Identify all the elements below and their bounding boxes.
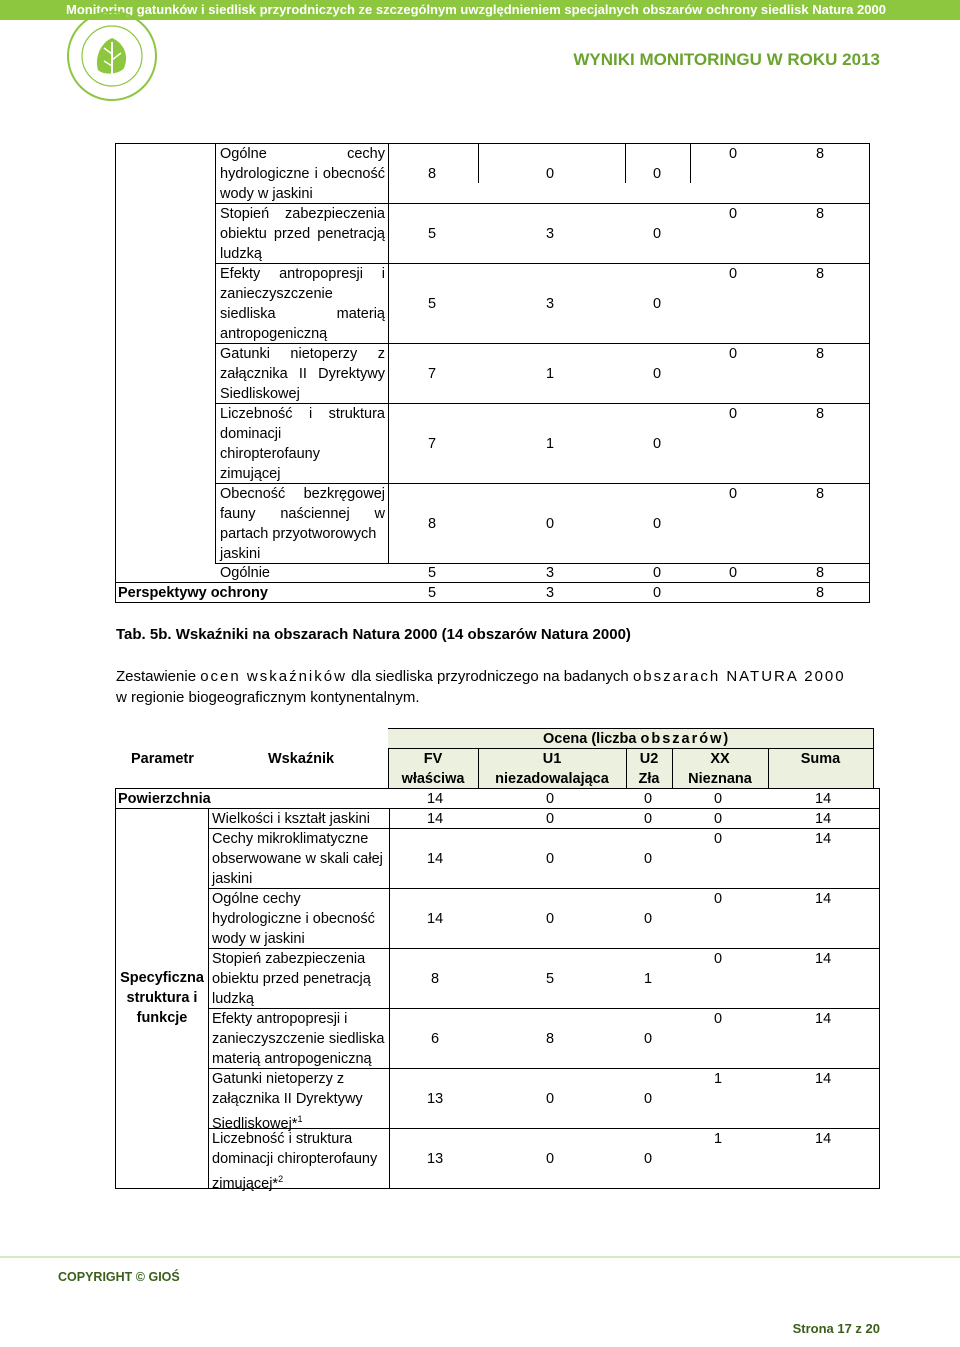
table-row-label: Ogólne cechy hydrologiczne i obecność wody w jaskini [212, 891, 375, 947]
table-row-label: Stopień zabezpieczenia obiektu przed penetracją ludzką [220, 206, 385, 262]
table-caption: Tab. 5b. Wskaźniki na obszarach Natura 2000 (14 obszarów Natura 2000) [116, 626, 631, 643]
header-xx: XX Nieznana [688, 751, 752, 787]
header-parametr: Parametr [131, 751, 194, 767]
cell-u1: 0 [546, 791, 555, 807]
cell-suma: 14 [815, 891, 832, 907]
footer-copyright: COPYRIGHT © GIOŚ [58, 1270, 180, 1284]
table-row-label: Liczebność i struktura dominacji chiropterofauny zimującej [220, 406, 385, 482]
cell-u2: 0 [644, 1031, 653, 1047]
cell-fv: 14 [427, 911, 444, 927]
cell-xx: 0 [714, 811, 723, 827]
header-u2: U2 Zła [638, 751, 660, 787]
footer-page-number: Strona 17 z 20 [792, 1321, 880, 1336]
cell-suma: 8 [816, 486, 825, 502]
cell-u1: 0 [546, 911, 555, 927]
cell-u1: 3 [546, 565, 555, 581]
cell-fv: 5 [428, 296, 437, 312]
cell-fv: 5 [428, 565, 437, 581]
cell-u1: 3 [546, 296, 555, 312]
cell-u1: 0 [546, 851, 555, 867]
cell-u1: 1 [546, 366, 555, 382]
cell-u1: 1 [546, 436, 555, 452]
cell-xx: 0 [714, 1011, 723, 1027]
cell-fv: 13 [427, 1151, 444, 1167]
cell-suma: 14 [815, 811, 832, 827]
cell-fv: 14 [427, 851, 444, 867]
cell-suma: 14 [815, 831, 832, 847]
cell-xx: 0 [729, 266, 738, 282]
report-subtitle: WYNIKI MONITORINGU W ROKU 2013 [573, 50, 880, 69]
cell-u2: 0 [653, 565, 662, 581]
cell-u2: 0 [653, 226, 662, 242]
cell-fv: 8 [428, 166, 437, 182]
cell-u1: 3 [546, 585, 555, 601]
cell-u2: 0 [653, 366, 662, 382]
cell-suma: 8 [816, 346, 825, 362]
cell-xx: 0 [714, 831, 723, 847]
cell-xx: 0 [729, 565, 738, 581]
cell-u2: 1 [644, 971, 653, 987]
cell-u1: 0 [546, 1151, 555, 1167]
table-row-label: Wielkości i kształt jaskini [212, 811, 370, 827]
perspektywy-label: Perspektywy ochrony [118, 585, 268, 601]
cell-fv: 7 [428, 436, 437, 452]
cell-fv: 8 [428, 516, 437, 532]
cell-xx: 0 [729, 146, 738, 162]
cell-u2: 0 [644, 791, 653, 807]
table-row-label: Ogólne cechy hydrologiczne i obecność wody w jaskini [220, 146, 385, 202]
cell-xx: 0 [714, 891, 723, 907]
cell-suma: 14 [815, 1071, 832, 1087]
table-row-label: Obecność bezkręgowej fauny naściennej w partach przyotworowych jaskini [220, 486, 385, 562]
header-fv: FV właściwa [401, 751, 465, 787]
cell-u1: 5 [546, 971, 555, 987]
cell-xx: 0 [714, 951, 723, 967]
table-row-label: Stopień zabezpieczenia obiektu przed penetracją ludzką [212, 951, 371, 1007]
cell-suma: 8 [816, 266, 825, 282]
table-row-label: Gatunki nietoperzy z załącznika II Dyrektywy Siedliskowej [220, 346, 385, 402]
cell-u2: 0 [653, 166, 662, 182]
cell-suma: 8 [816, 585, 825, 601]
cell-u2: 0 [653, 585, 662, 601]
cell-xx: 1 [714, 1131, 723, 1147]
cell-fv: 8 [431, 971, 440, 987]
cell-xx: 0 [729, 486, 738, 502]
header-u1: U1 niezadowalająca [495, 751, 609, 787]
cell-suma: 8 [816, 146, 825, 162]
cell-fv: 14 [427, 811, 444, 827]
cell-suma: 14 [815, 791, 832, 807]
cell-fv: 13 [427, 1091, 444, 1107]
table-row-label: Liczebność i struktura dominacji chiropterofauny zimującej*$^2$ [212, 1131, 378, 1192]
cell-u2: 0 [653, 516, 662, 532]
cell-suma: 14 [815, 1131, 832, 1147]
cell-u1: 0 [546, 516, 555, 532]
ogolnie-label: Ogólnie [220, 565, 270, 581]
cell-u2: 0 [653, 296, 662, 312]
cell-suma: 8 [816, 406, 825, 422]
group-label: Specyficzna struktura i funkcje [120, 970, 204, 1026]
cell-u2: 0 [644, 811, 653, 827]
cell-fv: 7 [428, 366, 437, 382]
cell-xx: 0 [729, 346, 738, 362]
cell-suma: 8 [816, 565, 825, 581]
table-row-label: Efekty antropopresji i zanieczyszczenie siedliska materią antropogeniczną [212, 1011, 385, 1067]
footer-divider [0, 1256, 960, 1258]
table-row-label: Cechy mikroklimatyczne obserwowane w skali całej jaskini [212, 831, 383, 887]
table-row-label: Gatunki nietoperzy z załącznika II Dyrektywy Siedliskowej*$^1$ [212, 1071, 363, 1132]
cell-suma: 14 [815, 951, 832, 967]
header-suma: Suma [800, 751, 841, 767]
cell-fv: 14 [427, 791, 444, 807]
cell-fv: 5 [428, 585, 437, 601]
cell-u1: 8 [546, 1031, 555, 1047]
cell-suma: 8 [816, 206, 825, 222]
cell-u1: 0 [546, 1091, 555, 1107]
gios-logo [64, 8, 160, 104]
cell-u2: 0 [644, 911, 653, 927]
cell-u1: 0 [546, 166, 555, 182]
cell-fv: 5 [428, 226, 437, 242]
cell-xx: 0 [729, 206, 738, 222]
cell-u2: 0 [653, 436, 662, 452]
cell-u2: 0 [644, 1151, 653, 1167]
header-wskaznik: Wskaźnik [268, 751, 335, 767]
powierzchnia-label: Powierzchnia [118, 791, 211, 807]
intro-paragraph: Zestawienie ocen wskaźników dla siedliska przyrodniczego na badanych obszarach NATURA 2000 w regionie biogeograficznym kontynentalnym. [116, 668, 846, 706]
cell-u1: 0 [546, 811, 555, 827]
cell-u1: 3 [546, 226, 555, 242]
cell-u2: 0 [644, 851, 653, 867]
cell-suma: 14 [815, 1011, 832, 1027]
cell-xx: 0 [714, 791, 723, 807]
banner-text: Monitoring gatunków i siedlisk przyrodniczych ze szczególnym uwzględnieniem specjalnych obszarów ochrony siedlisk Natura 2000 [66, 2, 886, 17]
cell-xx: 1 [714, 1071, 723, 1087]
cell-u2: 0 [644, 1091, 653, 1107]
cell-xx: 0 [729, 406, 738, 422]
header-group-label: Ocena (liczba obszarów) [543, 731, 729, 747]
table-row-label: Efekty antropopresji i zanieczyszczenie siedliska materią antropogeniczną [220, 266, 385, 342]
cell-fv: 6 [431, 1031, 440, 1047]
